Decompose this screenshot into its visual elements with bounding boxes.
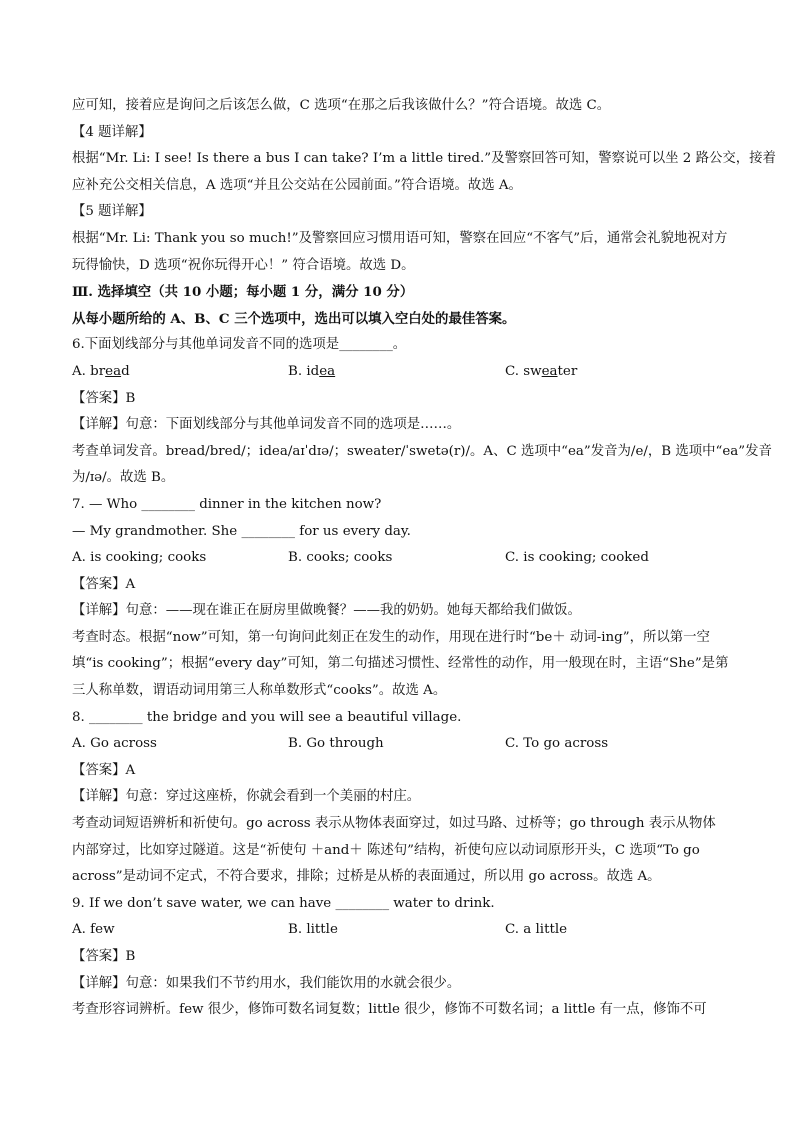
q5-heading: 【5 题详解】 [72, 204, 152, 220]
q8-explanation: 内部穿过，比如穿过隧道。这是“祈使句 ＋and＋ 陈述句”结构，祈使句应以动词原形开头，C 选项“To go [72, 842, 700, 858]
q7-option-b: B. cooks; cooks [288, 550, 393, 566]
section-instruction: 从每小题所给的 A、B、C 三个选项中，选出可以填入空白处的最佳答案。 [72, 310, 516, 327]
q9-stem: 9. If we don’t save water, we can have ________ water to drink. [72, 895, 495, 911]
q6-option-b: B. idea [288, 363, 336, 379]
q8-answer: 【答案】A [72, 762, 136, 778]
q4-heading: 【4 题详解】 [72, 124, 152, 140]
q9-options [72, 917, 722, 944]
q6-options [72, 359, 722, 386]
q7-option-a: A. is cooking; cooks [72, 550, 207, 566]
q6-explanation: 为/ɪə/。故选 B。 [72, 470, 175, 486]
q9-explanation: 考查形容词辨析。few 很少，修饰可数名词复数；little 很少，修饰不可数名词；a little 有一点，修饰不可 [72, 1002, 707, 1018]
q7-explanation: 填“is cooking”；根据“every day”可知，第二句描述习惯性、经常性的动作，用一般现在时，主语“She”是第 [72, 656, 729, 672]
q8-option-c: C. To go across [505, 736, 609, 752]
section-title: Ⅲ. 选择填空（共 10 小题；每小题 1 分，满分 10 分） [72, 284, 414, 301]
q7-options [72, 545, 722, 572]
q9-detail: 【详解】句意：如果我们不节约用水，我们能饮用的水就会很少。 [72, 975, 461, 991]
q8-detail: 【详解】句意：穿过这座桥，你就会看到一个美丽的村庄。 [72, 789, 421, 805]
q7-stem: 7. — Who ________ dinner in the kitchen now? [72, 496, 382, 512]
text-line: 玩得愉快，D 选项“祝你玩得开心！” 符合语境。故选 D。 [72, 257, 415, 273]
q7-stem: — My grandmother. She ________ for us every day. [72, 523, 411, 539]
q7-option-c: C. is cooking; cooked [505, 550, 649, 566]
text-line: 根据“Mr. Li: Thank you so much!”及警察回应习惯用语可知，警察在回应“不客气”后，通常会礼貌地祝对方 [72, 230, 728, 246]
text-line: 应可知，接着应是询问之后该怎么做，C 选项“在那之后我该做什么？”符合语境。故选 C。 [72, 98, 611, 113]
text-line: 根据“Mr. Li: I see! Is there a bus I can take? I’m a little tired.”及警察回答可知，警察说可以坐 2 路公交，接着 [72, 151, 776, 167]
q8-options [72, 731, 722, 758]
q6-detail: 【详解】句意：下面划线部分与其他单词发音不同的选项是……。 [72, 417, 461, 433]
q8-stem: 8. ________ the bridge and you will see a beautiful village. [72, 709, 462, 725]
q9-option-a: A. few [72, 922, 115, 938]
q8-option-a: A. Go across [72, 736, 157, 752]
q9-option-c: C. a little [505, 922, 568, 938]
q7-explanation: 考查时态。根据“now”可知，第一句询问此刻正在发生的动作，用现在进行时“be＋ 动词-ing”，所以第一空 [72, 629, 710, 645]
q8-explanation: across”是动词不定式，不符合要求，排除；过桥是从桥的表面通过，所以用 go across。故选 A。 [72, 869, 661, 885]
q6-stem: 6.下面划线部分与其他单词发音不同的选项是________。 [72, 337, 407, 353]
q7-detail: 【详解】句意：——现在谁正在厨房里做晚餐？——我的奶奶。她每天都给我们做饭。 [72, 603, 581, 619]
text-line: 应补充公交相关信息，A 选项“并且公交站在公园前面。”符合语境。故选 A。 [72, 177, 522, 193]
document-page [72, 93, 776, 1024]
q6-option-c: C. sweater [505, 363, 578, 379]
q9-answer: 【答案】B [72, 949, 136, 964]
q9-option-b: B. little [288, 922, 338, 938]
q6-option-a: A. bread [72, 363, 130, 379]
q8-explanation: 考查动词短语辨析和祈使句。go across 表示从物体表面穿过，如过马路、过桥等；go through 表示从物体 [72, 816, 716, 832]
q8-option-b: B. Go through [288, 736, 384, 752]
q6-answer: 【答案】B [72, 390, 136, 406]
q7-answer: 【答案】A [72, 576, 136, 592]
q7-explanation: 三人称单数，谓语动词用第三人称单数形式“cooks”。故选 A。 [72, 683, 447, 699]
q6-explanation: 考查单词发音。bread/bred/；idea/aɪˈdɪə/；sweater/ˈswetə(r)/。A、C 选项中“ea”发音为/e/，B 选项中“ea”发音 [72, 443, 772, 459]
